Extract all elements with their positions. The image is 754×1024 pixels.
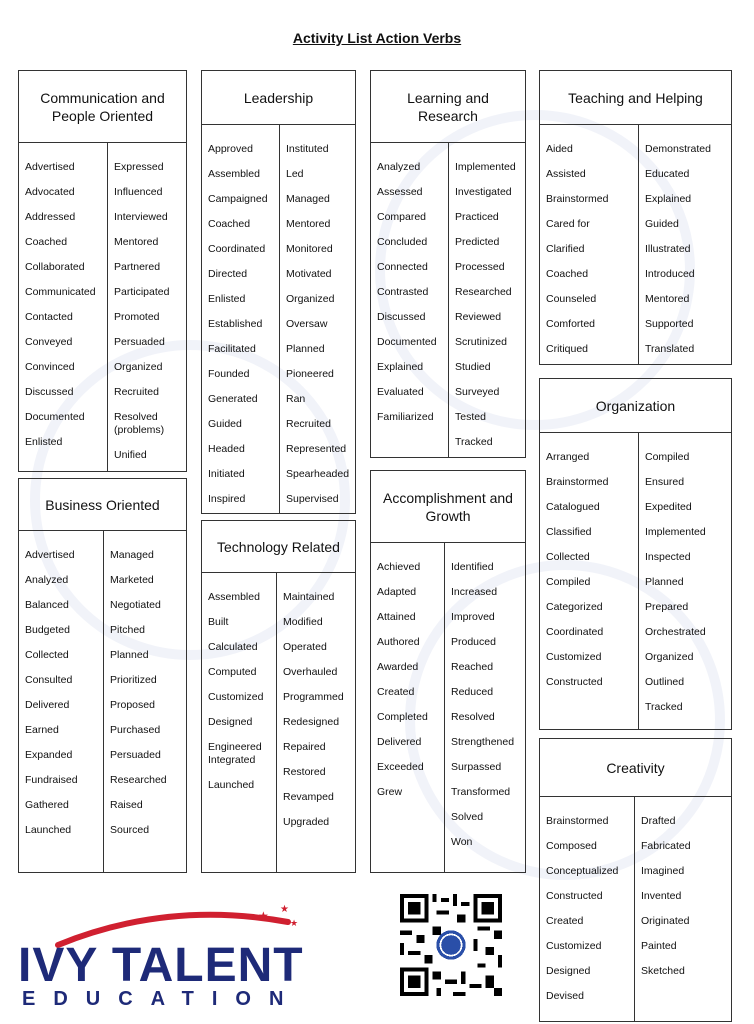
verb-item: Created bbox=[546, 915, 584, 927]
verb-item: Balanced bbox=[25, 599, 69, 611]
verb-item: Overhauled bbox=[283, 666, 338, 678]
verb-item: Familiarized bbox=[377, 411, 434, 423]
verb-item: Surpassed bbox=[451, 761, 502, 773]
verb-item: Demonstrated bbox=[645, 143, 711, 155]
verb-item: Devised bbox=[546, 990, 584, 1002]
section-learning bbox=[370, 70, 526, 458]
verb-item: Illustrated bbox=[645, 243, 691, 255]
svg-text:★: ★ bbox=[280, 904, 289, 915]
verb-item: Exceeded bbox=[377, 761, 424, 773]
verb-item: Created bbox=[377, 686, 415, 698]
page-title: Activity List Action Verbs bbox=[292, 30, 462, 46]
verb-item: Launched bbox=[208, 779, 255, 791]
verb-item: Planned bbox=[110, 649, 149, 661]
verb-item: Studied bbox=[455, 361, 491, 373]
verb-item: Drafted bbox=[641, 815, 676, 827]
verb-item: Connected bbox=[377, 261, 428, 273]
verb-item: Prepared bbox=[645, 601, 689, 613]
verb-item: Expedited bbox=[645, 501, 692, 513]
word-column bbox=[634, 797, 731, 1021]
verb-item: Negotiated bbox=[110, 599, 161, 611]
section-teaching bbox=[539, 70, 732, 365]
verb-item: Originated bbox=[641, 915, 690, 927]
verb-item: Approved bbox=[208, 143, 253, 155]
verb-item: Enlisted bbox=[208, 293, 246, 305]
verb-item: Guided bbox=[208, 418, 242, 430]
word-column bbox=[103, 531, 186, 872]
verb-item: Implemented bbox=[455, 161, 516, 173]
verb-item: Surveyed bbox=[455, 386, 500, 398]
verb-item: Brainstormed bbox=[546, 476, 609, 488]
section-title: Creativity bbox=[540, 739, 731, 797]
verb-item: Supported bbox=[645, 318, 694, 330]
verb-item: Revamped bbox=[283, 791, 334, 803]
verb-item: Influenced bbox=[114, 186, 163, 198]
verb-item: Communicated bbox=[25, 286, 96, 298]
verb-item: Motivated bbox=[286, 268, 332, 280]
verb-item: Advertised bbox=[25, 549, 75, 561]
verb-item: Delivered bbox=[377, 736, 422, 748]
verb-item: Imagined bbox=[641, 865, 685, 877]
verb-item: Concluded bbox=[377, 236, 428, 248]
verb-item: Painted bbox=[641, 940, 677, 952]
section-communication bbox=[18, 70, 187, 472]
verb-item: Assembled bbox=[208, 168, 260, 180]
verb-item: Discussed bbox=[25, 386, 74, 398]
section-leadership bbox=[201, 70, 356, 514]
verb-item: Coordinated bbox=[546, 626, 604, 638]
verb-item: Advertised bbox=[25, 161, 75, 173]
word-column bbox=[448, 143, 525, 457]
verb-item: Completed bbox=[377, 711, 428, 723]
verb-item: Explained bbox=[377, 361, 424, 373]
verb-item: Launched bbox=[25, 824, 72, 836]
verb-item: Calculated bbox=[208, 641, 258, 653]
svg-text:★: ★ bbox=[258, 909, 269, 923]
verb-item: Cared for bbox=[546, 218, 590, 230]
word-column bbox=[371, 143, 448, 457]
verb-item: Enlisted bbox=[25, 436, 63, 448]
verb-item: Maintained bbox=[283, 591, 335, 603]
verb-item: Redesigned bbox=[283, 716, 340, 728]
verb-item: Earned bbox=[25, 724, 59, 736]
section-title: Business Oriented bbox=[19, 479, 186, 531]
verb-item: Attained bbox=[377, 611, 416, 623]
verb-item: Operated bbox=[283, 641, 327, 653]
verb-item: Consulted bbox=[25, 674, 73, 686]
word-column bbox=[540, 125, 638, 364]
verb-item: Addressed bbox=[25, 211, 76, 223]
verb-item: Classified bbox=[546, 526, 592, 538]
verb-item: Purchased bbox=[110, 724, 161, 736]
section-title: Technology Related bbox=[202, 521, 355, 573]
verb-item: Mentored bbox=[114, 236, 159, 248]
word-column bbox=[638, 125, 731, 364]
word-column bbox=[371, 543, 444, 872]
verb-item: Comforted bbox=[546, 318, 596, 330]
word-column bbox=[107, 143, 186, 471]
verb-item: Repaired bbox=[283, 741, 326, 753]
verb-item: Implemented bbox=[645, 526, 706, 538]
verb-item: Recruited bbox=[286, 418, 331, 430]
verb-item: Persuaded bbox=[114, 336, 165, 348]
section-title: Teaching and Helping bbox=[540, 71, 731, 125]
verb-item: Managed bbox=[110, 549, 154, 561]
verb-item: Raised bbox=[110, 799, 143, 811]
verb-item: Composed bbox=[546, 840, 597, 852]
verb-item: Constructed bbox=[546, 890, 603, 902]
verb-item: Participated bbox=[114, 286, 170, 298]
verb-item: Contacted bbox=[25, 311, 73, 323]
word-column bbox=[540, 797, 634, 1021]
section-title: Learning and Research bbox=[371, 71, 525, 143]
verb-item: Modified bbox=[283, 616, 323, 628]
verb-item: Conveyed bbox=[25, 336, 73, 348]
verb-item: Evaluated bbox=[377, 386, 424, 398]
word-column bbox=[276, 573, 355, 872]
verb-item: Categorized bbox=[546, 601, 603, 613]
verb-item: Resolved bbox=[451, 711, 495, 723]
verb-item: Customized bbox=[546, 651, 602, 663]
verb-item: Programmed bbox=[283, 691, 344, 703]
verb-item: Customized bbox=[546, 940, 602, 952]
verb-item: Increased bbox=[451, 586, 498, 598]
verb-item: Brainstormed bbox=[546, 193, 609, 205]
verb-item: Coordinated bbox=[208, 243, 266, 255]
verb-item: Improved bbox=[451, 611, 495, 623]
verb-item: Convinced bbox=[25, 361, 75, 373]
verb-item: Aided bbox=[546, 143, 573, 155]
section-creativity bbox=[539, 738, 732, 1022]
verb-item: Founded bbox=[208, 368, 250, 380]
section-title: Accomplishment and Growth bbox=[371, 471, 525, 543]
verb-item: Recruited bbox=[114, 386, 159, 398]
verb-item: Assembled bbox=[208, 591, 260, 603]
verb-item: Critiqued bbox=[546, 343, 589, 355]
verb-item: Conceptualized bbox=[546, 865, 619, 877]
section-technology bbox=[201, 520, 356, 873]
word-column bbox=[202, 573, 276, 872]
verb-item: Predicted bbox=[455, 236, 500, 248]
verb-item: Compared bbox=[377, 211, 427, 223]
verb-item: Resolved (problems) bbox=[114, 411, 165, 436]
verb-item: Compiled bbox=[645, 451, 690, 463]
section-accomplishment bbox=[370, 470, 526, 873]
verb-item: Analyzed bbox=[25, 574, 69, 586]
verb-item: Produced bbox=[451, 636, 496, 648]
verb-item: Spearheaded bbox=[286, 468, 350, 480]
verb-item: Organized bbox=[645, 651, 694, 663]
verb-item: Mentored bbox=[286, 218, 331, 230]
verb-item: Solved bbox=[451, 811, 484, 823]
verb-item: Customized bbox=[208, 691, 264, 703]
section-title: Organization bbox=[540, 379, 731, 433]
verb-item: Reviewed bbox=[455, 311, 502, 323]
verb-item: Processed bbox=[455, 261, 505, 273]
verb-item: Inspired bbox=[208, 493, 246, 505]
verb-item: Organized bbox=[114, 361, 163, 373]
verb-item: Brainstormed bbox=[546, 815, 609, 827]
verb-item: Sourced bbox=[110, 824, 150, 836]
verb-item: Analyzed bbox=[377, 161, 421, 173]
verb-item: Guided bbox=[645, 218, 679, 230]
verb-item: Expanded bbox=[25, 749, 73, 761]
verb-item: Organized bbox=[286, 293, 335, 305]
verb-item: Awarded bbox=[377, 661, 419, 673]
verb-item: Collaborated bbox=[25, 261, 85, 273]
verb-item: Contrasted bbox=[377, 286, 429, 298]
word-column bbox=[540, 433, 638, 729]
verb-item: Documented bbox=[377, 336, 437, 348]
verb-item: Compiled bbox=[546, 576, 591, 588]
verb-item: Explained bbox=[645, 193, 692, 205]
verb-item: Supervised bbox=[286, 493, 339, 505]
verb-item: Counseled bbox=[546, 293, 597, 305]
word-column bbox=[638, 433, 731, 729]
verb-item: Grew bbox=[377, 786, 403, 798]
verb-item: Interviewed bbox=[114, 211, 168, 223]
verb-item: Won bbox=[451, 836, 473, 848]
verb-item: Fabricated bbox=[641, 840, 691, 852]
section-business bbox=[18, 478, 187, 873]
verb-item: Catalogued bbox=[546, 501, 600, 513]
verb-item: Expressed bbox=[114, 161, 164, 173]
verb-item: Computed bbox=[208, 666, 257, 678]
verb-item: Strengthened bbox=[451, 736, 515, 748]
section-title: Communication and People Oriented bbox=[19, 71, 186, 143]
verb-item: Represented bbox=[286, 443, 347, 455]
verb-item: Monitored bbox=[286, 243, 333, 255]
verb-item: Led bbox=[286, 168, 304, 180]
svg-text:★: ★ bbox=[290, 918, 299, 928]
verb-item: Collected bbox=[546, 551, 590, 563]
verb-item: Initiated bbox=[208, 468, 245, 480]
verb-item: Planned bbox=[645, 576, 684, 588]
verb-item: Reduced bbox=[451, 686, 494, 698]
verb-item: Collected bbox=[25, 649, 69, 661]
verb-item: Coached bbox=[546, 268, 589, 280]
verb-item: Tracked bbox=[455, 436, 493, 448]
word-column bbox=[19, 531, 103, 872]
verb-item: Campaigned bbox=[208, 193, 268, 205]
verb-item: Documented bbox=[25, 411, 85, 423]
verb-item: Tracked bbox=[645, 701, 683, 713]
verb-item: Designed bbox=[208, 716, 253, 728]
verb-item: Instituted bbox=[286, 143, 329, 155]
verb-item: Generated bbox=[208, 393, 258, 405]
verb-item: Constructed bbox=[546, 676, 603, 688]
verb-item: Adapted bbox=[377, 586, 417, 598]
verb-item: Partnered bbox=[114, 261, 161, 273]
verb-item: Introduced bbox=[645, 268, 695, 280]
verb-item: Scrutinized bbox=[455, 336, 507, 348]
verb-item: Practiced bbox=[455, 211, 499, 223]
verb-item: Transformed bbox=[451, 786, 511, 798]
verb-item: Proposed bbox=[110, 699, 155, 711]
word-column bbox=[202, 125, 279, 513]
verb-item: Investigated bbox=[455, 186, 512, 198]
verb-item: Inspected bbox=[645, 551, 691, 563]
verb-item: Discussed bbox=[377, 311, 426, 323]
verb-item: Planned bbox=[286, 343, 325, 355]
verb-item: Built bbox=[208, 616, 229, 628]
verb-item: Identified bbox=[451, 561, 494, 573]
verb-item: Translated bbox=[645, 343, 695, 355]
section-title: Leadership bbox=[202, 71, 355, 125]
verb-item: Coached bbox=[208, 218, 251, 230]
verb-item: Mentored bbox=[645, 293, 690, 305]
logo-main-text: IVY TALENT bbox=[18, 939, 304, 992]
verb-item: Outlined bbox=[645, 676, 685, 688]
verb-item: Assessed bbox=[377, 186, 423, 198]
verb-item: Authored bbox=[377, 636, 420, 648]
verb-item: Researched bbox=[110, 774, 167, 786]
verb-item: Promoted bbox=[114, 311, 160, 323]
word-column bbox=[444, 543, 525, 872]
verb-item: Invented bbox=[641, 890, 682, 902]
verb-item: Arranged bbox=[546, 451, 590, 463]
verb-item: Reached bbox=[451, 661, 494, 673]
verb-item: Managed bbox=[286, 193, 330, 205]
word-column bbox=[279, 125, 355, 513]
verb-item: Upgraded bbox=[283, 816, 330, 828]
verb-item: Budgeted bbox=[25, 624, 70, 636]
verb-item: Ensured bbox=[645, 476, 685, 488]
verb-item: Ran bbox=[286, 393, 306, 405]
verb-item: Pitched bbox=[110, 624, 146, 636]
verb-item: Gathered bbox=[25, 799, 69, 811]
verb-item: Engineered Integrated bbox=[208, 741, 262, 766]
verb-item: Fundraised bbox=[25, 774, 78, 786]
verb-item: Orchestrated bbox=[645, 626, 706, 638]
verb-item: Headed bbox=[208, 443, 245, 455]
verb-item: Marketed bbox=[110, 574, 154, 586]
verb-item: Researched bbox=[455, 286, 512, 298]
verb-item: Sketched bbox=[641, 965, 685, 977]
verb-item: Designed bbox=[546, 965, 591, 977]
section-organization bbox=[539, 378, 732, 730]
verb-item: Pioneered bbox=[286, 368, 334, 380]
verb-item: Directed bbox=[208, 268, 248, 280]
qr-code-icon bbox=[400, 894, 502, 996]
verb-item: Unified bbox=[114, 449, 147, 461]
verb-item: Oversaw bbox=[286, 318, 328, 330]
verb-item: Educated bbox=[645, 168, 690, 180]
verb-item: Clarified bbox=[546, 243, 585, 255]
verb-item: Established bbox=[208, 318, 263, 330]
verb-item: Delivered bbox=[25, 699, 70, 711]
verb-item: Assisted bbox=[546, 168, 586, 180]
verb-item: Prioritized bbox=[110, 674, 157, 686]
verb-item: Tested bbox=[455, 411, 486, 423]
verb-item: Facilitated bbox=[208, 343, 256, 355]
word-column bbox=[19, 143, 107, 471]
verb-item: Advocated bbox=[25, 186, 75, 198]
verb-item: Persuaded bbox=[110, 749, 161, 761]
verb-item: Restored bbox=[283, 766, 326, 778]
logo-sub-text: EDUCATION bbox=[22, 988, 302, 1010]
verb-item: Achieved bbox=[377, 561, 421, 573]
ivy-talent-logo bbox=[18, 900, 318, 1010]
verb-item: Coached bbox=[25, 236, 68, 248]
